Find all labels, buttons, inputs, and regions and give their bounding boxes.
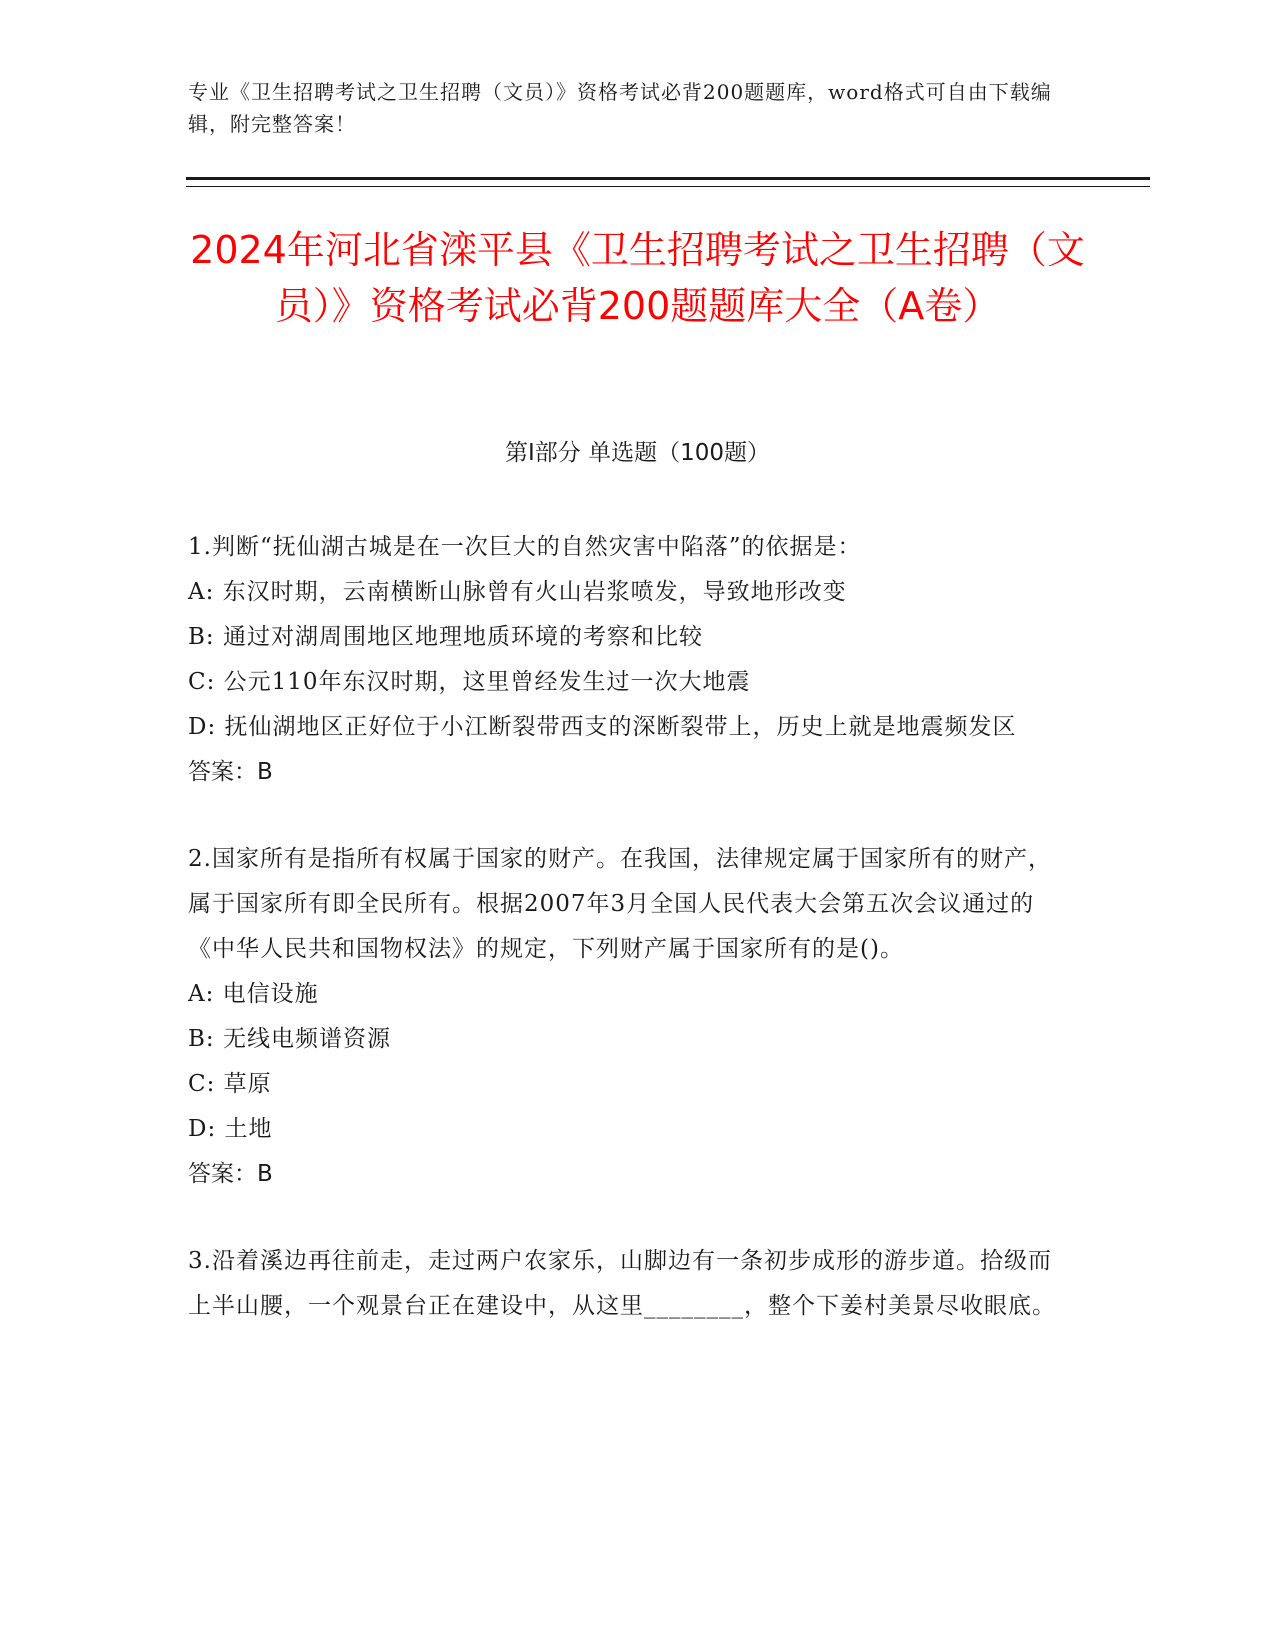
- question-2: [188, 837, 1068, 1197]
- question-stem: 1.判断“抚仙湖古城是在一次巨大的自然灾害中陷落”的依据是：: [188, 534, 862, 560]
- question-3: [188, 1239, 1068, 1329]
- question-1: [188, 525, 1068, 795]
- option-d: D: 土地: [188, 1116, 273, 1142]
- question-list: [188, 525, 1068, 1371]
- answer-line: 答案：B: [188, 1161, 273, 1187]
- answer-line: 答案：B: [188, 759, 273, 785]
- option-d: D: 抚仙湖地区正好位于小江断裂带西支的深断裂带上，历史上就是地震频发区: [188, 714, 1017, 740]
- section-heading: 第Ⅰ部分 单选题（100题）: [505, 440, 770, 466]
- option-b: B: 通过对湖周围地区地理地质环境的考察和比较: [188, 624, 703, 650]
- option-c: C: 草原: [188, 1071, 272, 1097]
- question-stem: 3.沿着溪边再往前走，走过两户农家乐，山脚边有一条初步成形的游步道。拾级而上半山腰，一个观景台正在建设中，从这里________，整个下姜村美景尽收眼底。: [188, 1248, 1056, 1319]
- option-c: C: 公元110年东汉时期，这里曾经发生过一次大地震: [188, 669, 751, 695]
- question-stem: 2.国家所有是指所有权属于国家的财产。在我国，法律规定属于国家所有的财产，属于国家所有即全民所有。根据2007年3月全国人民代表大会第五次会议通过的《中华人民共和国物权法》的规定，下列财产属于国家所有的是()。: [188, 846, 1052, 962]
- header-rule-thick: [186, 177, 1150, 180]
- header-note: 专业《卫生招聘考试之卫生招聘（文员）》资格考试必背200题题库，word格式可自由下载编辑，附完整答案！: [188, 80, 1052, 136]
- option-a: A: 电信设施: [188, 981, 319, 1007]
- document-title: 2024年河北省滦平县《卫生招聘考试之卫生招聘（文员）》资格考试必背200题题库大全（A卷）: [190, 228, 1085, 328]
- header-rule-thin: [186, 186, 1150, 187]
- option-b: B: 无线电频谱资源: [188, 1026, 391, 1052]
- option-a: A: 东汉时期，云南横断山脉曾有火山岩浆喷发，导致地形改变: [188, 579, 847, 605]
